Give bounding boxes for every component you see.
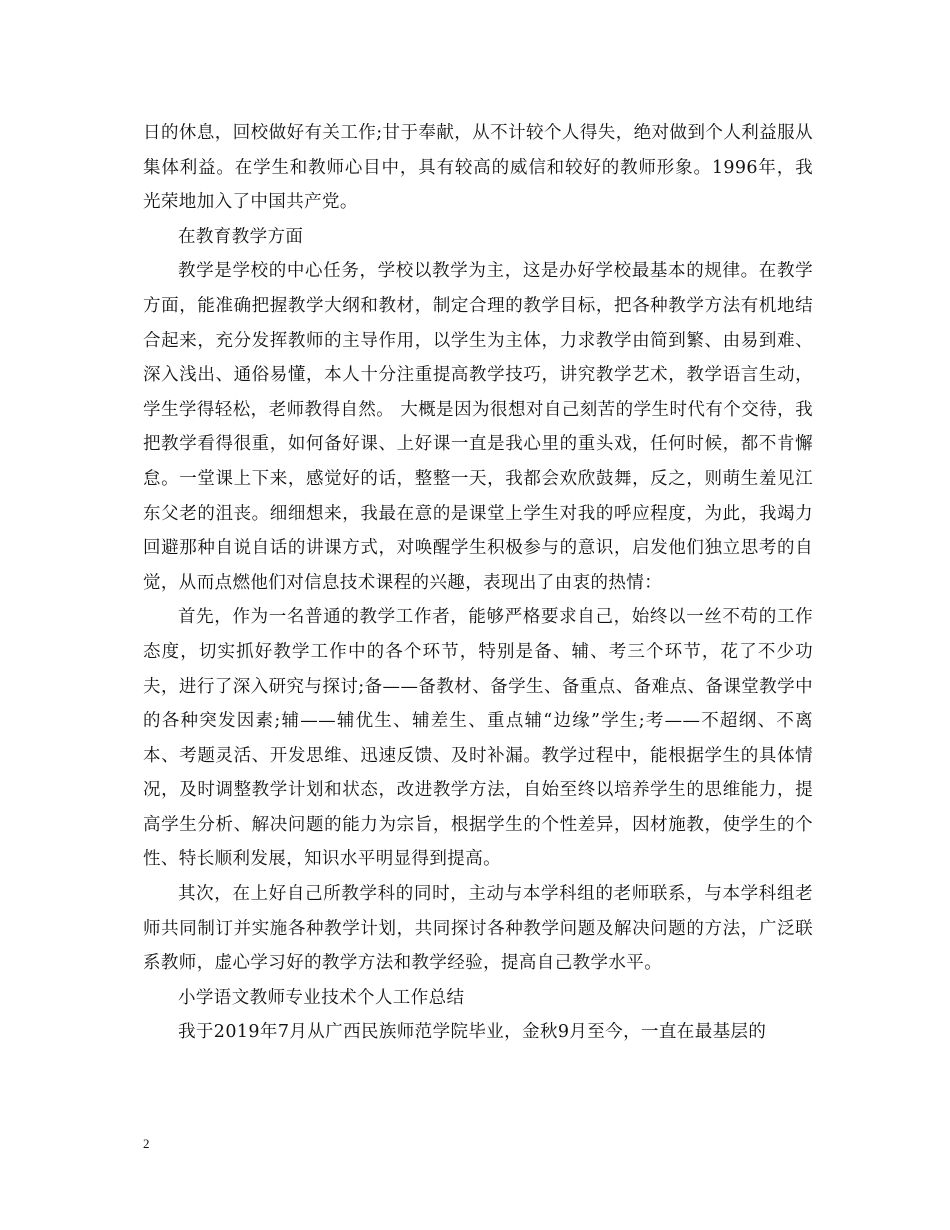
paragraph-summary-start: 我于2019年7月从广西民族师范学院毕业，金秋9月至今，一直在最基层的	[178, 1022, 767, 1043]
paragraph-first-point: 首先，作为一名普通的教学工作者，能够严格要求自己，始终以一丝不苟的工作态度，切实抓好教学工作中的各个环节，特别是备、辅、考三个环节，花了不少功夫，进行了深入研究与探讨;备——备教材、备学生、备重点、备难点、备课堂教学中的各种突发因素;辅——辅优生、辅差生、重点辅“边缘”学生;考——不超纲、不离本、考题灵活、开发思维、迅速反馈、及时补漏。教学过程中，能根据学生的具体情况，及时调整教学计划和状态，改进教学方法，自始至终以培养学生的思维能力，提高学生分析、解决问题的能力为宗旨，根据学生的个性差异，因材施教，使学生的个性、特长顺利发展，知识水平明显得到提高。	[143, 607, 813, 870]
section-heading-teaching: 在教育教学方面	[178, 226, 304, 247]
document-body	[143, 116, 813, 1050]
paragraph-continuation: 日的休息，回校做好有关工作;甘于奉献，从不计较个人得失，绝对做到个人利益服从集体利益。在学生和教师心目中，具有较高的威信和较好的教师形象。1996年，我光荣地加入了中国共产党。	[143, 123, 813, 213]
page-number: 2	[143, 1136, 150, 1151]
paragraph-teaching-overview: 教学是学校的中心任务，学校以教学为主，这是办好学校最基本的规律。在教学方面，能准确把握教学大纲和教材，制定合理的教学目标，把各种教学方法有机地结合起来，充分发挥教师的主导作用，以学生为主体，力求教学由简到繁、由易到难、深入浅出、通俗易懂，本人十分注重提高教学技巧，讲究教学艺术，教学语言生动，学生学得轻松，老师教得自然。 大概是因为很想对自己刻苦的学生时代有个交待，我把教学看得很重，如何备好课、上好课一直是我心里的重头戏，任何时候，都不肯懈怠。一堂课上下来，感觉好的话，整整一天，我都会欢欣鼓舞，反之，则萌生羞见江东父老的沮丧。细细想来，我最在意的是课堂上学生对我的呼应程度，为此，我竭力回避那种自说自话的讲课方式，对唤醒学生积极参与的意识，启发他们独立思考的自觉，从而点燃他们对信息技术课程的兴趣，表现出了由衷的热情：	[143, 261, 813, 593]
paragraph-second-point: 其次，在上好自己所教学科的同时，主动与本学科组的老师联系，与本学科组老师共同制订并实施各种教学计划，共同探讨各种教学问题及解决问题的方法，广泛联系教师，虚心学习好的教学方法和教学经验，提高自己教学水平。	[143, 884, 813, 974]
section-heading-summary: 小学语文教师专业技术个人工作总结	[178, 987, 465, 1008]
